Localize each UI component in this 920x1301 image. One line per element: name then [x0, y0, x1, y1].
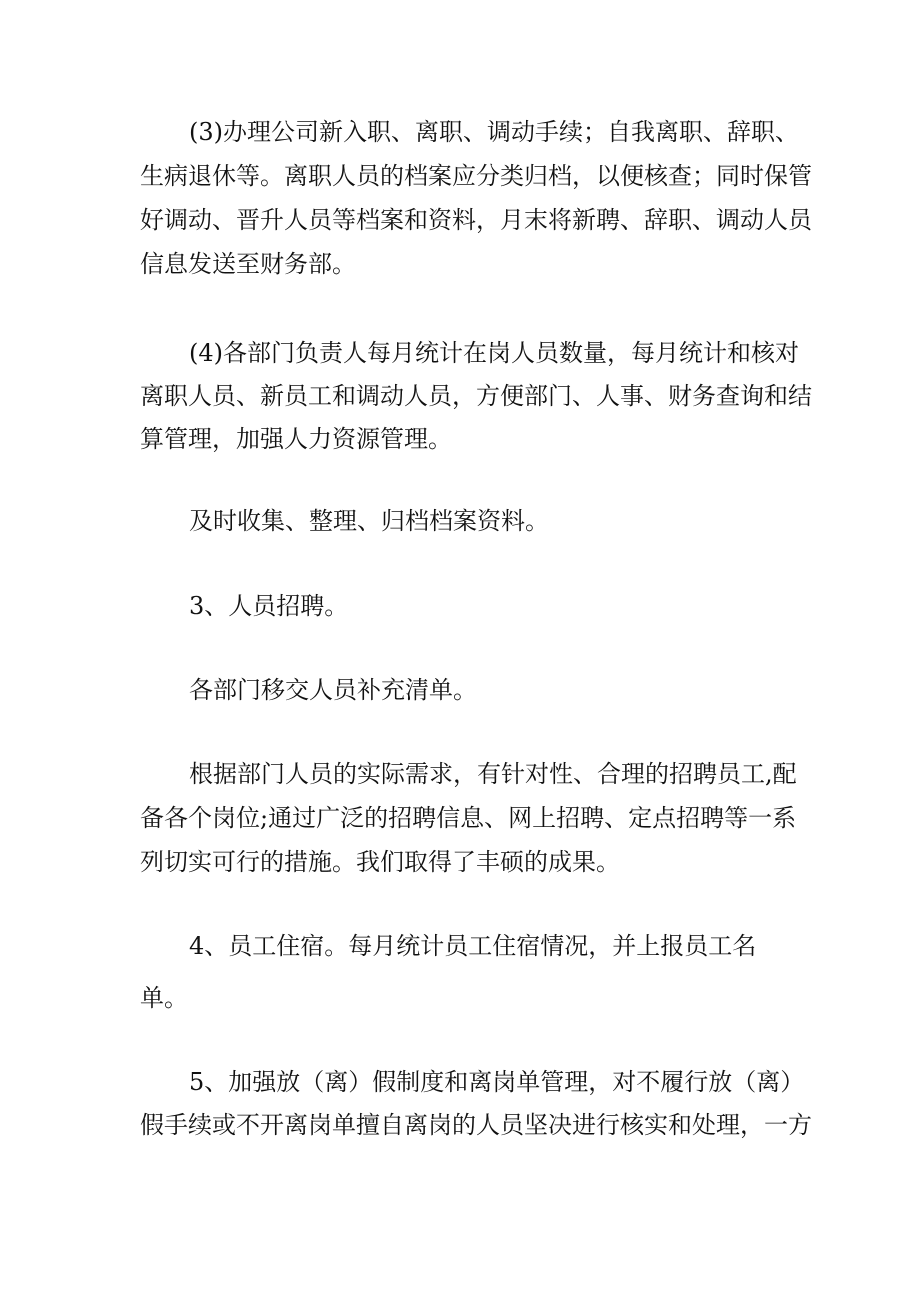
recruitment-line-2: 备各个岗位;通过广泛的招聘信息、网上招聘、定点招聘等一系 — [140, 804, 797, 832]
paragraph-3-line-4: 信息发送至财务部。 — [140, 250, 356, 278]
section-3-heading: 3、人员招聘。 — [189, 592, 349, 620]
section-4-line-1: 4、员工住宿。每月统计员工住宿情况，并上报员工名 — [189, 932, 757, 960]
paragraph-4-line-1: (4)各部门负责人每月统计在岗人员数量，每月统计和核对 — [189, 339, 799, 367]
section-5-line-1: 5、加强放（离）假制度和离岗单管理，对不履行放（离） — [189, 1068, 805, 1096]
recruitment-line-3: 列切实可行的措施。我们取得了丰硕的成果。 — [140, 848, 620, 876]
section-5-line-2: 假手续或不开离岗单擅自离岗的人员坚决进行核实和处理，一方 — [140, 1111, 812, 1139]
section-4-line-2: 单。 — [140, 984, 188, 1012]
paragraph-4-line-2: 离职人员、新员工和调动人员，方便部门、人事、财务查询和结 — [140, 382, 812, 410]
handover-paragraph: 各部门移交人员补充清单。 — [189, 676, 477, 704]
archive-paragraph: 及时收集、整理、归档档案资料。 — [189, 507, 549, 535]
paragraph-3-line-3: 好调动、晋升人员等档案和资料，月末将新聘、辞职、调动人员 — [140, 206, 812, 234]
paragraph-3-line-1: (3)办理公司新入职、离职、调动手续；自我离职、辞职、 — [189, 118, 799, 146]
paragraph-4-line-3: 算管理，加强人力资源管理。 — [140, 425, 452, 453]
recruitment-line-1: 根据部门人员的实际需求，有针对性、合理的招聘员工,配 — [189, 760, 797, 788]
paragraph-3-line-2: 生病退休等。离职人员的档案应分类归档，以便核查；同时保管 — [140, 162, 812, 190]
